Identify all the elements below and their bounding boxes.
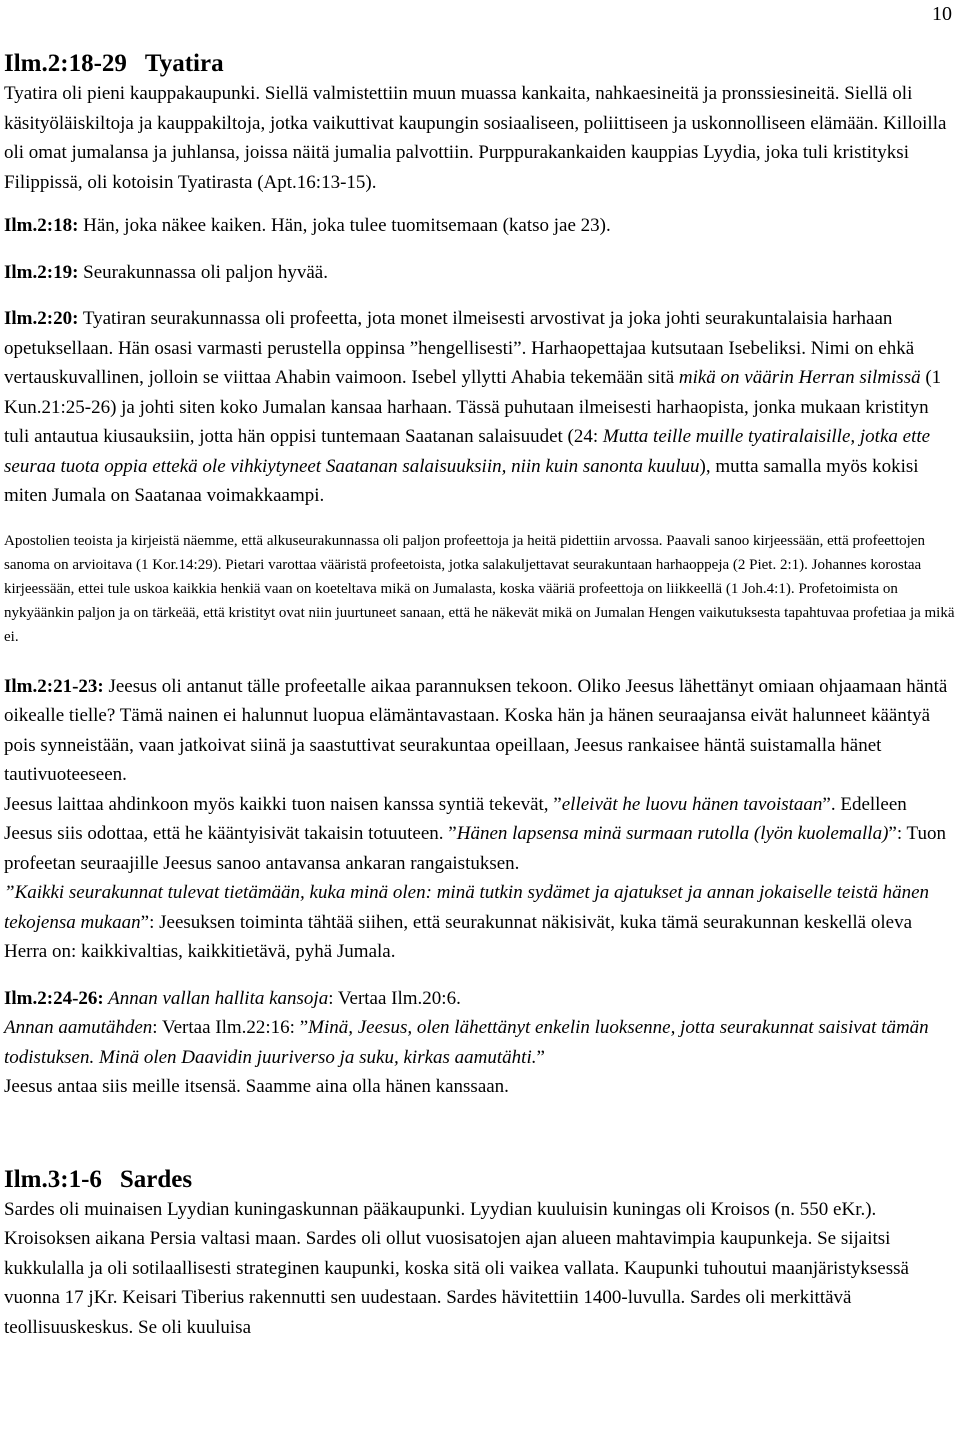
- section-heading-tyatira: [4, 49, 956, 79]
- verse-2-19: Ilm.2:19: Seurakunnassa oli paljon hyvää.: [4, 261, 328, 283]
- morning-star-conclusion: Jeesus antaa siis meille itsensä. Saamme aina olla hänen kanssaan.: [4, 1076, 509, 1097]
- document-page: [4, 0, 956, 1342]
- verse-reference: Ilm.2:21-23:: [4, 675, 104, 697]
- heading-title: Tyatira: [144, 50, 224, 77]
- verse-reference: Ilm.2:24-26:: [4, 987, 104, 1009]
- verse-2-23-quote: ”Kaikki seurakunnat tulevat tietämään, kuka minä olen: minä tutkin sydämet ja ajatukset ja annan jokaiselle teistä hänen tekojensa mukaan”: Jeesuksen toiminta tähtää siihen, että seurakunnat näkisivät, kuka tämä seurakunnan keskellä oleva Herra on: kaikkivaltias, kaikkitietävä, pyhä Jumala.: [4, 882, 930, 962]
- verse-2-18: Ilm.2:18: Hän, joka näkee kaiken. Hän, joka tulee tuomitsemaan (katso jae 23).: [4, 215, 611, 236]
- heading-title: Sardes: [119, 1165, 193, 1193]
- verse-2-21-23-continued: Jeesus laittaa ahdinkoon myös kaikki tuon naisen kanssa syntiä tekevät, ”elleivät he luovu hänen tavoistaan”. Edelleen Jeesus siis odottaa, että he kääntyisivät takaisin totuuteen. ”Hänen lapsensa minä surmaan rutolla (lyön kuolemalla)”: Tuon profeetan seuraajille Jeesus sanoo antavansa ankaran rangaistuksen.: [4, 793, 946, 874]
- tyatira-intro: Tyatira oli pieni kauppakaupunki. Siellä valmistettiin muun muassa kankaita, nahkaesineitä ja pronssiesineitä. Siellä oli käsityöläiskiltoja ja kauppakiltoja, jotka vaikuttivat kaupungin sosiaaliseen, poliittiseen ja uskonnolliseen elämään. Killoilla oli omat jumalansa ja juhlansa, joissa näitä jumalia palvottiin. Purppurakankaiden kauppias Lyydia, joka tuli kristityksi Filippissä, oli kotoisin Tyatirasta (Apt.16:13-15).: [4, 83, 947, 193]
- page-number: 10: [932, 3, 952, 25]
- section-heading-sardes: [4, 1165, 956, 1195]
- verse-2-20: Ilm.2:20: Tyatiran seurakunnassa oli profeetta, jota monet ilmeisesti arvostivat ja joka johti seurakuntalaisia harhaan opetuksellaan. Hän osasi varmasti perustella oppinsa ”hengellisesti”. Harhaopettajaa kutsutaan Isebeliksi. Nimi on ehkä vertauskuvallinen, jolloin se viittaa Ahabin vaimoon. Isebel yllytti Ahabia tekemään sitä mikä on väärin Herran silmissä (1 Kun.21:25-26) ja johti siten koko Jumalan kansaa harhaan. Tässä puhutaan ilmeisesti harhaopista, jonka mukaan kristityn tuli antautua kiusauksiin, jotta hän oppisi tuntemaan Saatanan salaisuudet (24: Mutta teille muille tyatiralaisille, jotka ette seuraa tuota oppia ettekä ole vihkiytyneet Saatanan salaisuuksiin, niin kuin sanonta kuuluu), mutta samalla myös kokisi miten Jumala on Saatanaa voimakkaampi.: [4, 308, 942, 506]
- verse-2-21-23: Ilm.2:21-23: Jeesus oli antanut tälle profeetalle aikaa parannuksen tekoon. Oliko Jeesus lähettänyt omiaan ohjaamaan häntä oikealle tielle? Tämä nainen ei halunnut luopua elämäntavastaan. Koska hän ja hänen seuraajansa eivät halunneet kääntyä pois synneistään, vaan jatkoivat siinä ja saastuttivat seurakuntaa opeillaan, Jeesus rankaisee häntä suistamalla hänet tautivuoteeseen.: [4, 675, 948, 785]
- prophets-note: Apostolien teoista ja kirjeistä näemme, että alkuseurakunnassa oli paljon profeettoja ja heitä pidettiin arvossa. Paavali sanoo kirjeessään, että profeettojen sanoma on arvioitava (1 Kor.14:29). Pietari varottaa vääristä profeetoista, jotka salakuljettavat seurakuntaan harhaoppeja (2 Piet. 2:1). Johannes korostaa kirjeessään, ettei tule uskoa kaikkia henkiä vaan on koeteltava mikä on Jumalasta, koska vääriä profeettoja on liikkeellä (1 Joh.4:1). Profetoimista on nykyäänkin paljon ja on tärkeää, että kristityt ovat niin juurtuneet sanaan, että he näkevät mikä on Jumalan Hengen vaikutuksesta tapahtuvaa profetiaa ja mikä ei.: [4, 532, 955, 645]
- heading-reference: Ilm.3:1-6: [4, 1165, 102, 1193]
- verse-reference: Ilm.2:19:: [4, 261, 79, 283]
- verse-2-24-26: Ilm.2:24-26: Annan vallan hallita kansoja: Vertaa Ilm.20:6.: [4, 987, 461, 1009]
- morning-star-paragraph: Annan aamutähden: Vertaa Ilm.22:16: ”Minä, Jeesus, olen lähettänyt enkelin luoksenne, jotta seurakunnat saisivat tämän todistuksen. Minä olen Daavidin juuriverso ja suku, kirkas aamutähti.”: [4, 1017, 929, 1068]
- sardes-intro: Sardes oli muinaisen Lyydian kuningaskunnan pääkaupunki. Lyydian kuuluisin kuningas oli Kroisos (n. 550 eKr.). Kroisoksen aikana Persia valtasi maan. Sardes oli ollut vuosisatojen ajan alueen mahtavimpia kaupunkeja. Se sijaitsi kukkulalla ja oli sotilaallisesti strateginen kaupunki, koska sitä oli vaikea vallata. Kaupunki tuhoutui maanjäristyksessä vuonna 17 jKr. Keisari Tiberius rakennutti sen uudestaan. Sardes hävitettiin 1400-luvulla. Sardes oli merkittävä teollisuuskeskus. Se oli kuuluisa: [4, 1198, 909, 1338]
- verse-reference: Ilm.2:18:: [4, 215, 79, 236]
- verse-reference: Ilm.2:20:: [4, 308, 79, 329]
- heading-reference: Ilm.2:18-29: [4, 50, 127, 77]
